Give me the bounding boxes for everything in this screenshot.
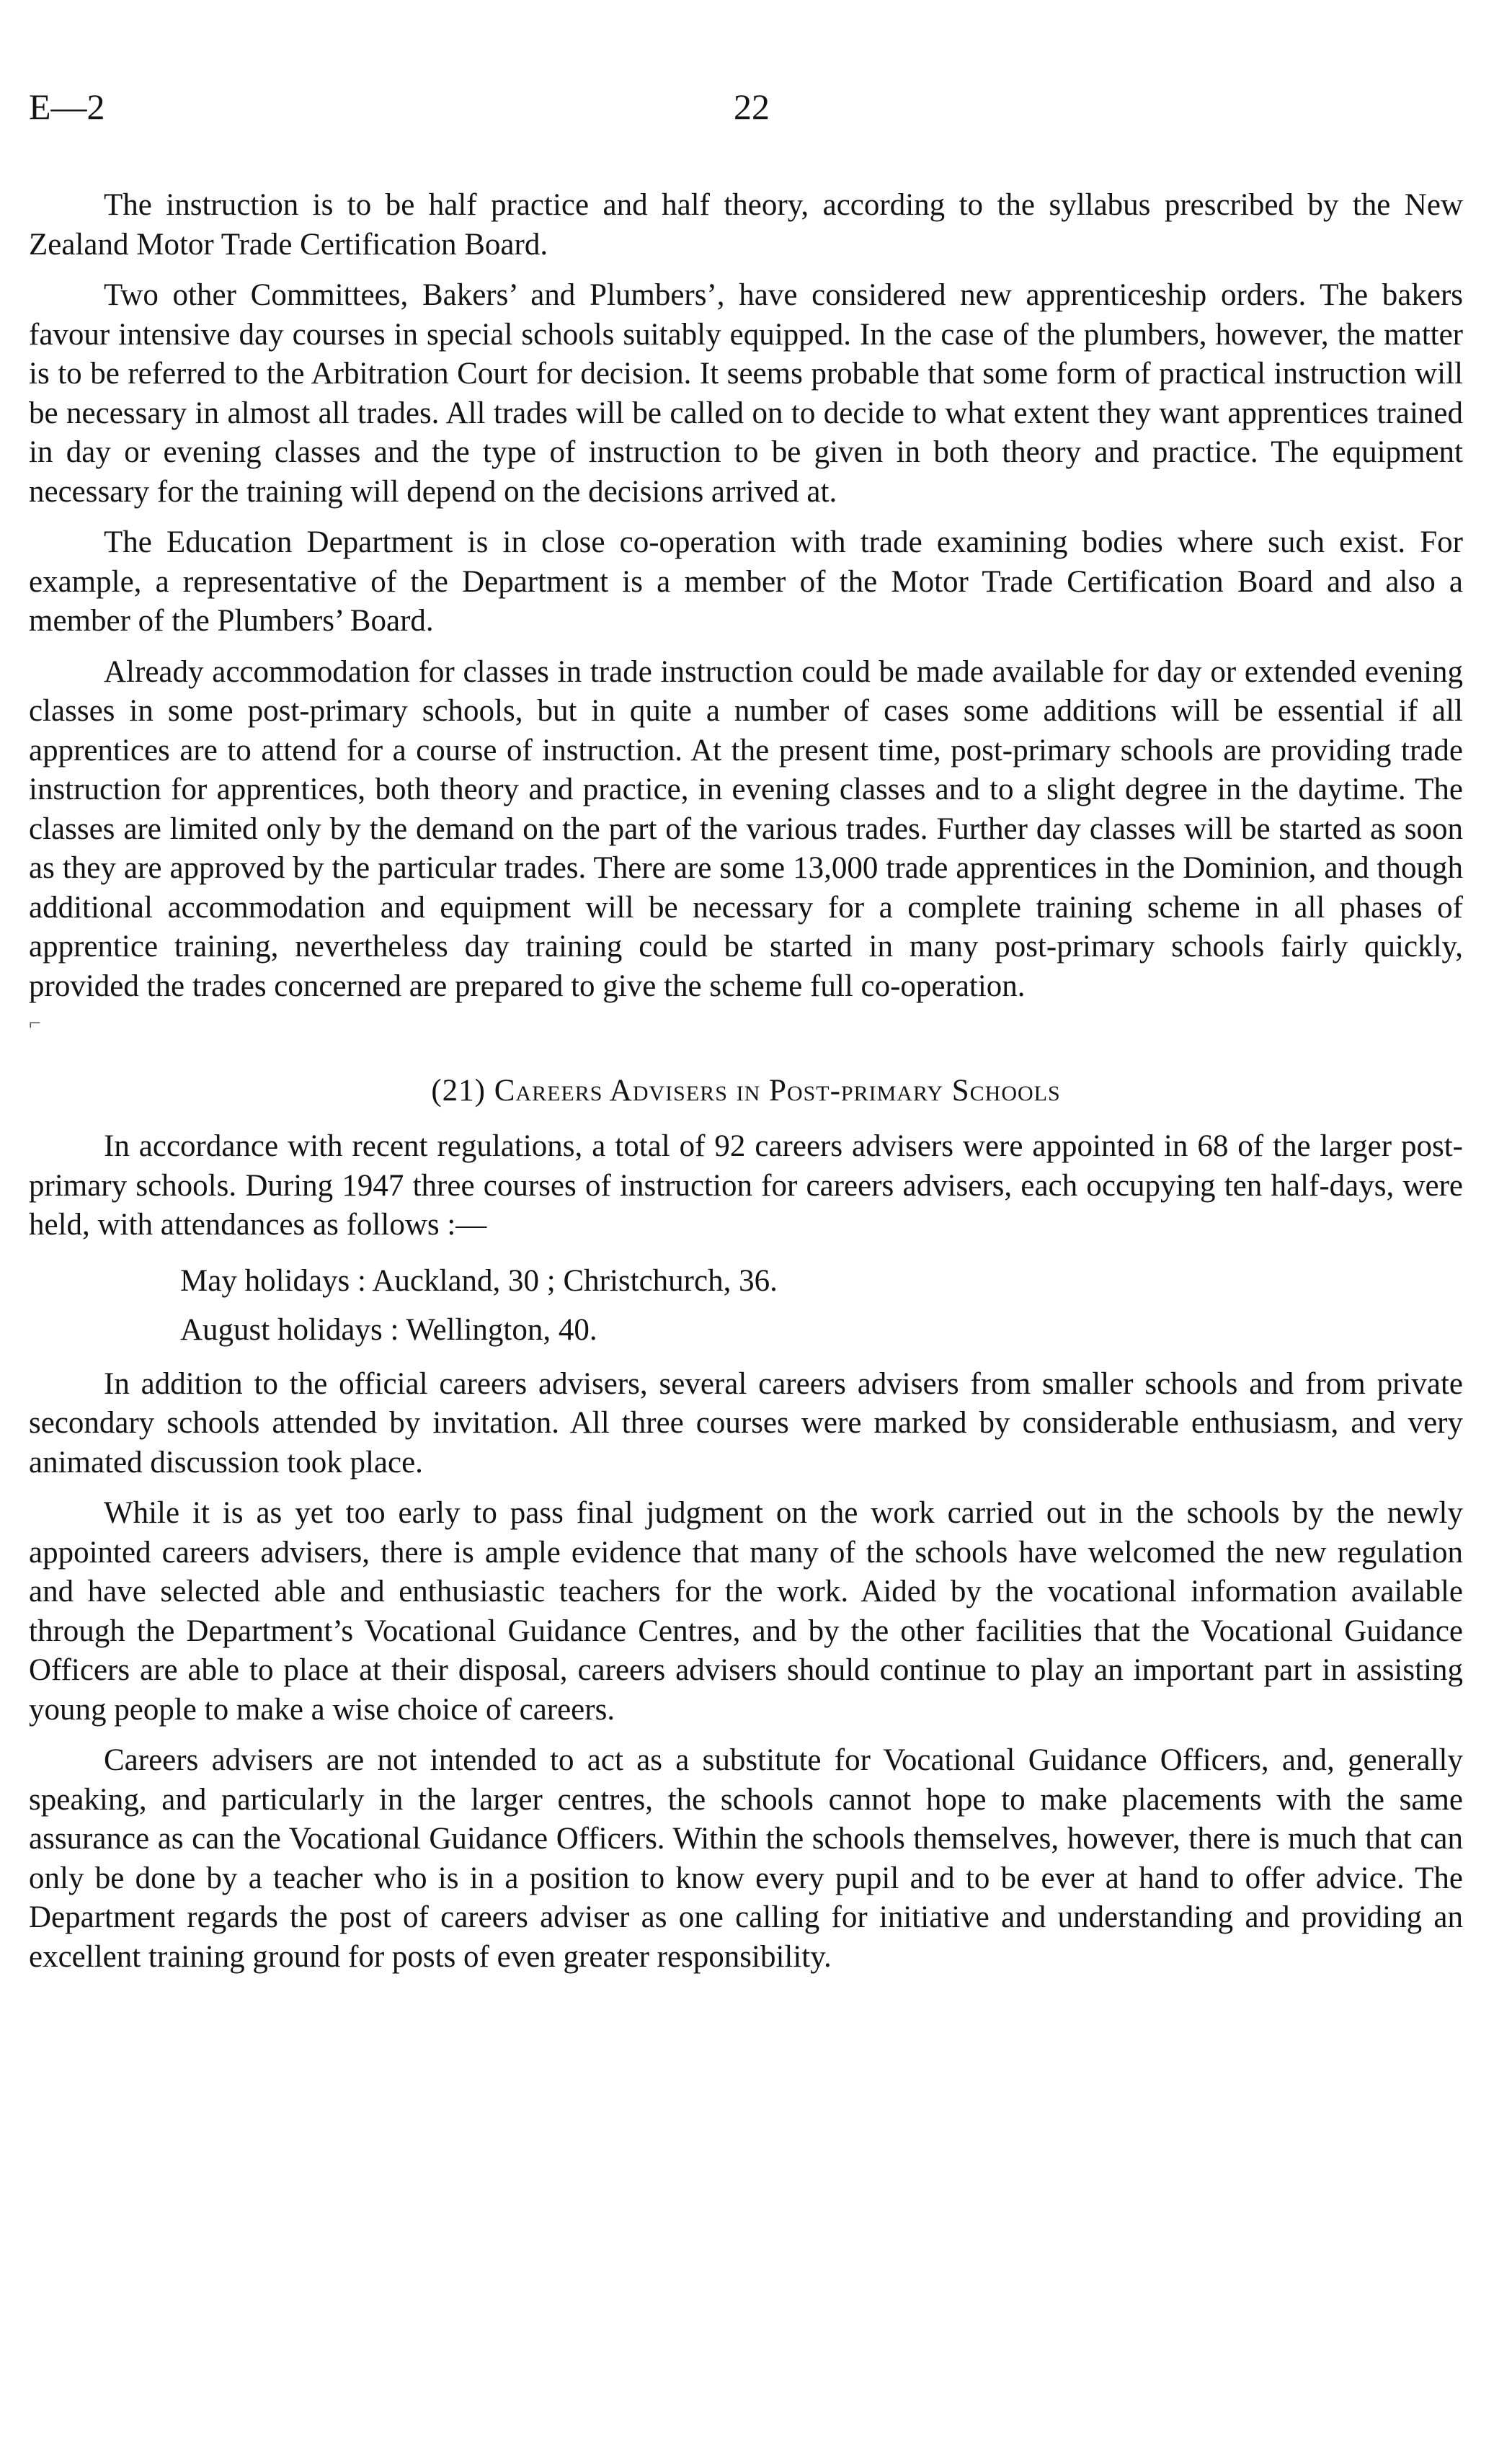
paragraph-careers-advisers-intro: In accordance with recent regulations, a total of 92 careers advisers were appointed in 68 of the larger post-primary schools. During 1947 three courses of instruction for careers advisers, each occupying ten half-days, were held, with attendances as follows :—	[29, 1129, 1463, 1242]
paragraph-additional-attendance: In addition to the official careers advisers, several careers advisers from smaller schools and from private secondary schools attended by invitation. All three courses were marked by considerable enthusiasm, and very animated discussion took place.	[29, 1366, 1463, 1479]
paragraph-careers-advisers-evaluation: While it is as yet too early to pass final judgment on the work carried out in the schools by the newly appointed careers advisers, there is ample evidence that many of the schools have welcomed the new regulation and have selected able and enthusiastic teachers for the work. Aided by the vocational information available through the Department’s Vocational Guidance Centres, and by the other facilities that the Vocational Guidance Officers are able to place at their disposal, careers advisers should continue to play an important part in assisting young people to make a wise choice of careers.	[29, 1496, 1463, 1727]
attendance-list	[29, 1257, 1463, 1355]
paragraph-trade-instruction-accommodation: Already accommodation for classes in trade instruction could be made available for day or extended evening classes in some post-primary schools, but in quite a number of cases some additions will be essential if all apprentices are to attend for a course of instruction. At the present time, post-primary schools are providing trade instruction for apprentices, both theory and practice, in evening classes and to a slight degree in the daytime. The classes are limited only by the demand on the part of the various trades. Further day classes will be started as soon as they are approved by the particular trades. There are some 13,000 trade apprentices in the Dominion, and though additional accommodation and equipment will be necessary for a complete training scheme in all phases of apprentice training, nevertheless day training could be started in many post-primary schools fairly quickly, provided the trades concerned are prepared to give the scheme full co-operation.	[29, 654, 1463, 1003]
paragraph-trade-examining-bodies: The Education Department is in close co-operation with trade examining bodies where such exist. For example, a representative of the Department is a member of the Motor Trade Certification Board and also a member of the Plumbers’ Board.	[29, 525, 1463, 638]
page-number: 22	[734, 86, 770, 127]
paragraph-apprenticeship-committees: Two other Committees, Bakers’ and Plumbers’, have considered new apprenticeship orders. The bakers favour intensive day courses in special schools suitably equipped. In the case of the plumbers, however, the matter is to be referred to the Arbitration Court for decision. It seems probable that some form of practical instruction will be necessary in almost all trades. All trades will be called on to decide to what extent they want apprentices trained in day or evening classes and the type of instruction to be given in both theory and practice. The equipment necessary for the training will depend on the decisions arrived at.	[29, 278, 1463, 509]
page-header	[29, 85, 1463, 128]
list-item: August holidays : Wellington, 40.	[180, 1312, 597, 1347]
paragraph-careers-advisers-role: Careers advisers are not intended to act as a substitute for Vocational Guidance Officers, and, generally speaking, and particularly in the larger centres, the schools cannot hope to make placements with the same assurance as can the Vocational Guidance Officers. Within the schools themselves, however, there is much that can only be done by a teacher who is in a position to know every pupil and to be ever at hand to offer advice. The Department regards the post of careers adviser as one calling for initiative and understanding and providing an excellent training ground for posts of even greater responsibility.	[29, 1743, 1463, 1974]
list-item: May holidays : Auckland, 30 ; Christchurch, 36.	[180, 1263, 778, 1298]
page-body	[29, 186, 1463, 1988]
stray-print-mark: ⌐	[29, 1011, 41, 1035]
section-heading: (21) Careers Advisers in Post-primary Schools	[431, 1074, 1061, 1108]
paragraph-motor-trade-syllabus: The instruction is to be half practice and half theory, according to the syllabus prescribed by the New Zealand Motor Trade Certification Board.	[29, 188, 1463, 262]
document-reference: E—2	[29, 86, 105, 127]
